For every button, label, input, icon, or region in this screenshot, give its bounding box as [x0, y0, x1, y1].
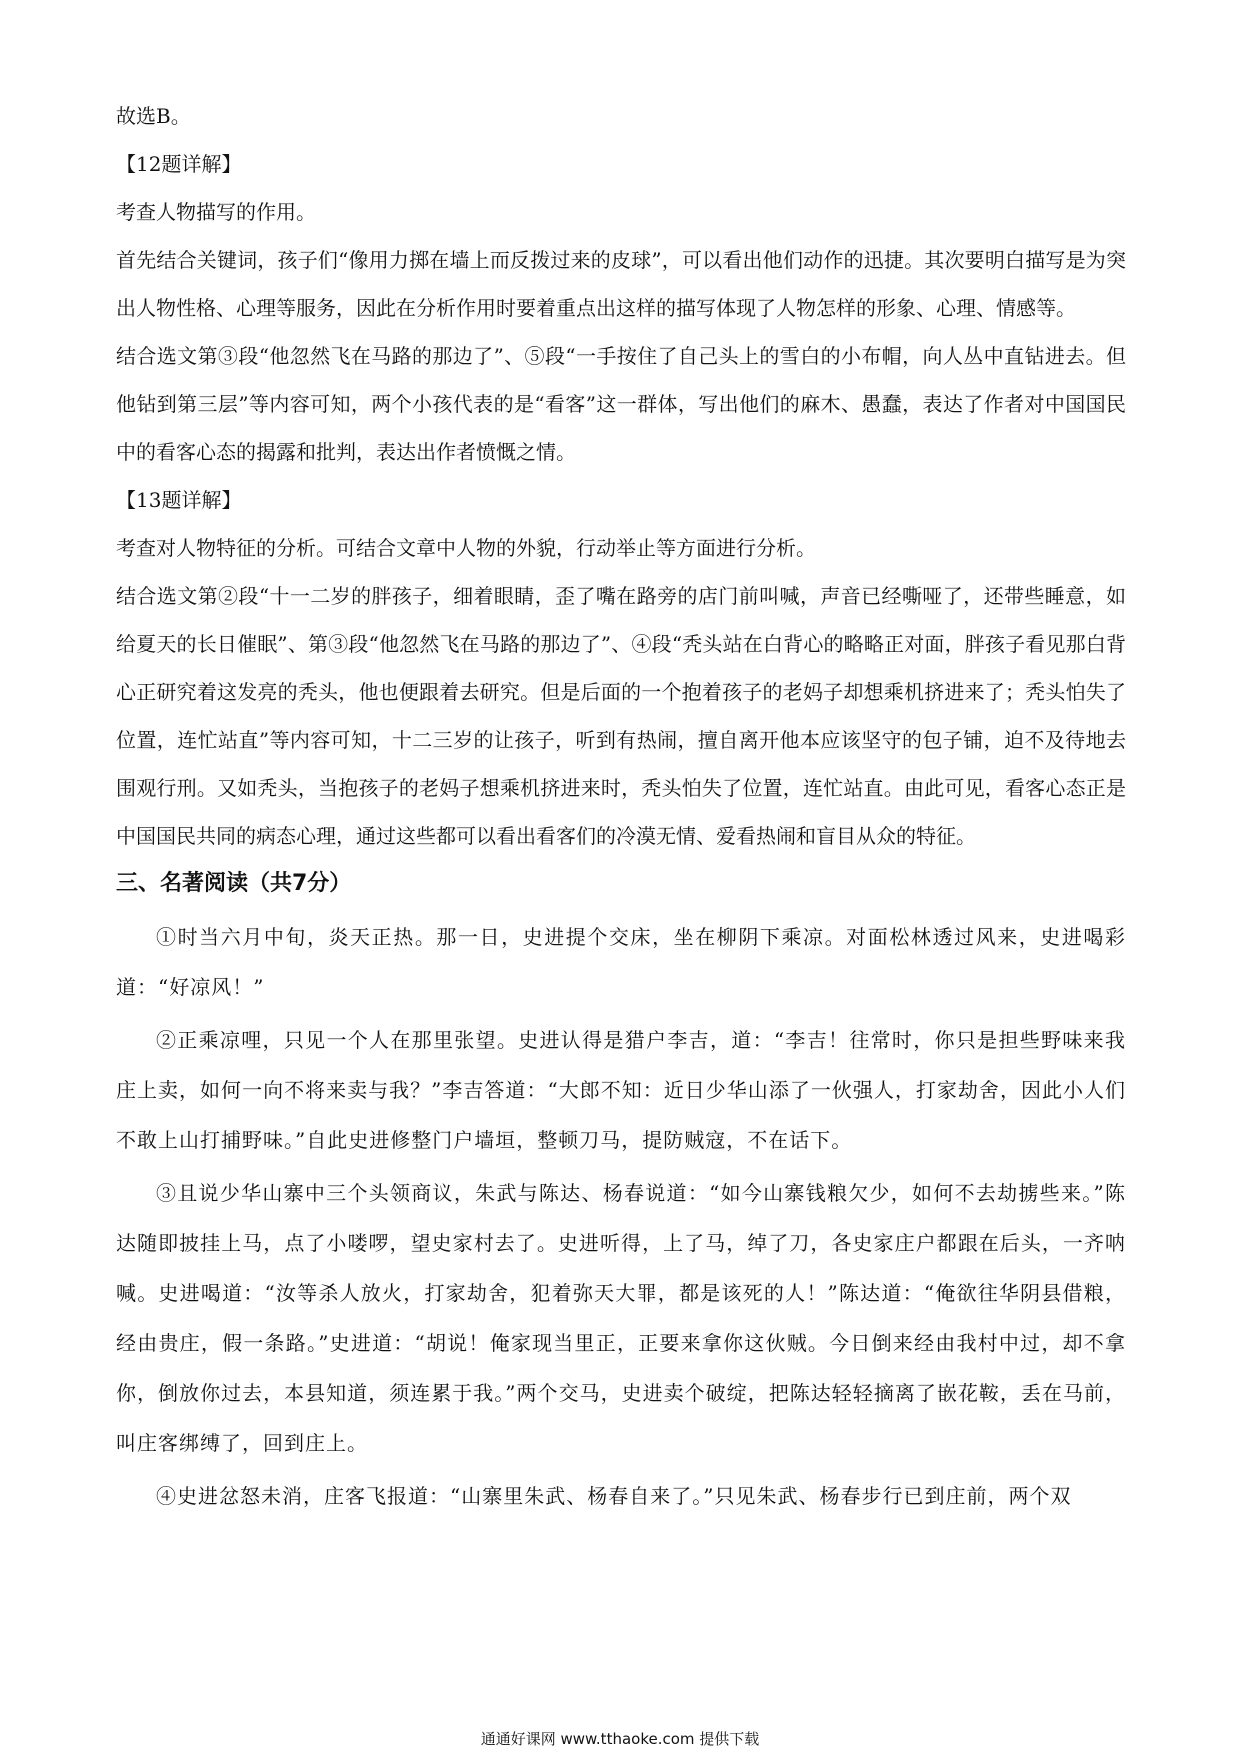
q12-intro: 考查人物描写的作用。	[116, 200, 316, 224]
q13-heading: 【13题详解】	[116, 488, 242, 512]
reading-paragraph-2: ②正乘凉哩，只见一个人在那里张望。史进认得是猎户李吉，道：“李吉！往常时，你只是担些野味来我庄上卖，如何一向不将来卖与我？”李吉答道：“大郎不知：近日少华山添了一伙强人，打家劫舍，因此小人们不敢上山打捕野味。”自此史进修整门户墙垣，整顿刀马，提防贼寇，不在话下。	[116, 1028, 1126, 1152]
reading-paragraph-4: ④史进忿怒未消，庄客飞报道：“山寨里朱武、杨春自来了。”只见朱武、杨春步行已到庄前，两个双	[156, 1484, 1072, 1508]
document-page	[116, 92, 1126, 1524]
q12-paragraph-2: 结合选文第③段“他忽然飞在马路的那边了”、⑤段“一手按住了自己头上的雪白的小布帽，向人丛中直钻进去。但他钻到第三层”等内容可知，两个小孩代表的是“看客”这一群体，写出他们的麻木、愚蠢，表达了作者对中国国民中的看客心态的揭露和批判，表达出作者愤慨之情。	[116, 344, 1126, 464]
q12-paragraph-1: 首先结合关键词，孩子们“像用力掷在墙上而反拨过来的皮球”，可以看出他们动作的迅捷。其次要明白描写是为突出人物性格、心理等服务，因此在分析作用时要着重点出这样的描写体现了人物怎样的形象、心理、情感等。	[116, 248, 1126, 320]
q13-intro: 考查对人物特征的分析。可结合文章中人物的外貌，行动举止等方面进行分析。	[116, 536, 816, 560]
page-footer: 通通好课网 www.tthaoke.com 提供下载	[480, 1730, 760, 1748]
reading-paragraph-1: ①时当六月中旬，炎天正热。那一日，史进提个交床，坐在柳阴下乘凉。对面松林透过风来，史进喝彩道：“好凉风！”	[116, 925, 1126, 999]
q13-paragraph-1: 结合选文第②段“十一二岁的胖孩子，细着眼睛，歪了嘴在路旁的店门前叫喊，声音已经嘶哑了，还带些睡意，如给夏天的长日催眠”、第③段“他忽然飞在马路的那边了”、④段“秃头站在白背心的略略正对面，胖孩子看见那白背心正研究着这发亮的秃头，他也便跟着去研究。但是后面的一个抱着孩子的老妈子却想乘机挤进来了；秃头怕失了位置，连忙站直”等内容可知，十二三岁的让孩子，听到有热闹，擅自离开他本应该坚守的包子铺，迫不及待地去围观行刑。又如秃头，当抱孩子的老妈子想乘机挤进来时，秃头怕失了位置，连忙站直。由此可见，看客心态正是中国国民共同的病态心理，通过这些都可以看出看客们的冷漠无情、爱看热闹和盲目从众的特征。	[116, 584, 1126, 848]
q12-heading: 【12题详解】	[116, 152, 242, 176]
section-heading-classics-reading: 三、名著阅读（共7分）	[116, 871, 352, 896]
answer-conclusion: 故选B。	[116, 104, 191, 128]
reading-paragraph-3: ③且说少华山寨中三个头领商议，朱武与陈达、杨春说道：“如今山寨钱粮欠少，如何不去劫掳些来。”陈达随即披挂上马，点了小喽啰，望史家村去了。史进听得，上了马，绰了刀，各史家庄户都跟在后头，一齐呐喊。史进喝道：“汝等杀人放火，打家劫舍，犯着弥天大罪，都是该死的人！”陈达道：“俺欲往华阴县借粮，经由贵庄，假一条路。”史进道：“胡说！俺家现当里正，正要来拿你这伙贼。今日倒来经由我村中过，却不拿你，倒放你过去，本县知道，须连累于我。”两个交马，史进卖个破绽，把陈达轻轻摘离了嵌花鞍，丢在马前，叫庄客绑缚了，回到庄上。	[116, 1181, 1126, 1455]
